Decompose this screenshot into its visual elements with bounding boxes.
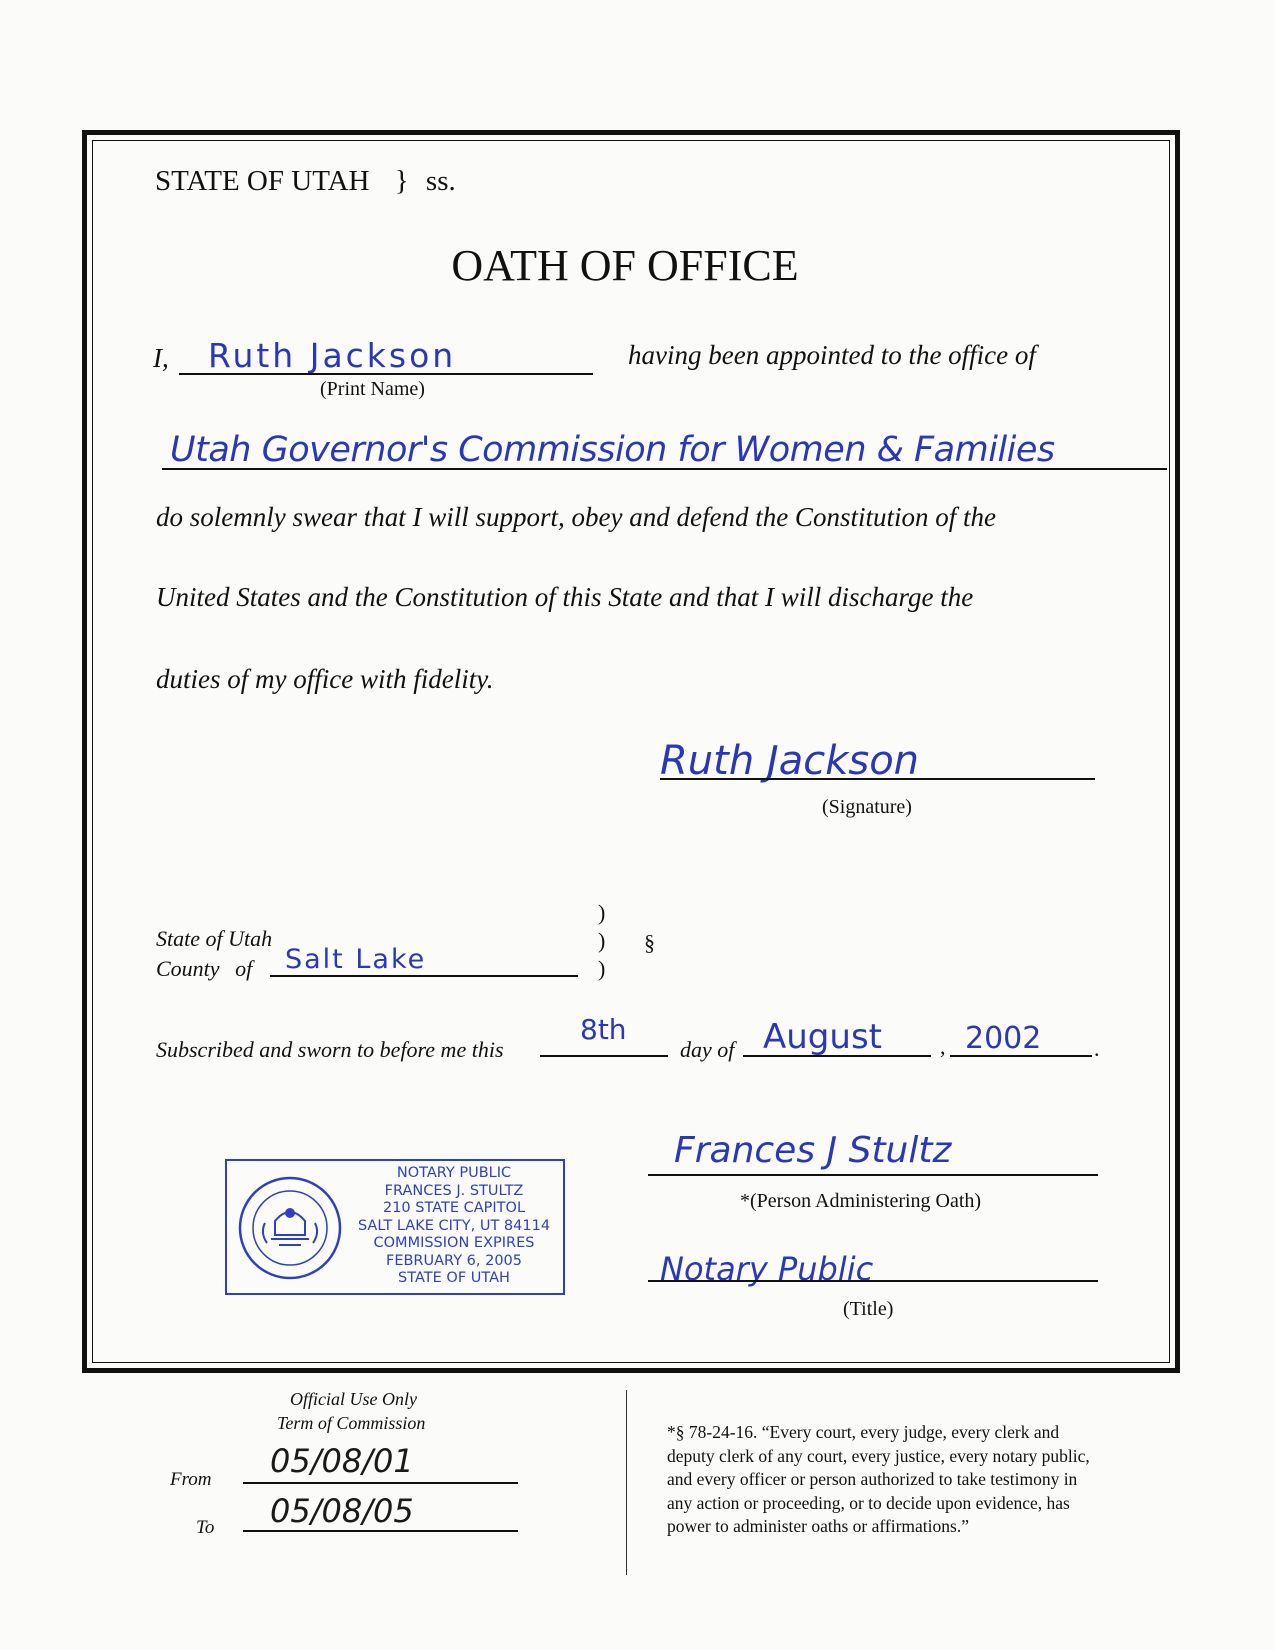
- office-value: Utah Governor's Commission for Women & Families: [170, 430, 1055, 470]
- term-from-label: From: [170, 1469, 212, 1490]
- sworn-month-line: [743, 1055, 931, 1057]
- statute-line: deputy clerk of any court, every justice, every notary public,: [667, 1445, 1090, 1466]
- section-divider: [626, 1390, 627, 1575]
- appointment-phrase: having been appointed to the office of: [628, 340, 1036, 370]
- venue-of-word: of: [235, 956, 253, 981]
- official-use-heading: Official Use Only: [290, 1389, 417, 1409]
- statute-line: any action or proceeding, or to decide upon evidence, has: [667, 1492, 1070, 1513]
- venue-section-symbol: §: [644, 930, 655, 955]
- sworn-day-of: day of: [680, 1037, 735, 1062]
- sworn-month-value: August: [763, 1017, 882, 1057]
- county-value: Salt Lake: [285, 944, 427, 975]
- venue-paren-1: ): [598, 900, 606, 925]
- administrator-caption: *(Person Administering Oath): [740, 1190, 982, 1212]
- notary-stamp-line: STATE OF UTAH: [398, 1270, 510, 1286]
- signature-line: [660, 778, 1095, 780]
- notary-stamp-text: [345, 1165, 563, 1288]
- statute-text: [667, 1421, 1090, 1539]
- term-to-line: [243, 1530, 518, 1532]
- term-from-line: [243, 1482, 518, 1484]
- venue-paren-2: ): [598, 928, 606, 953]
- notary-stamp: [225, 1159, 565, 1295]
- state-header-brace: }: [394, 165, 409, 197]
- oath-prefix: I,: [153, 343, 169, 373]
- printed-name-line: [179, 373, 593, 375]
- county-line: [270, 975, 578, 977]
- venue-county-label: [156, 956, 252, 982]
- oath-text-line-1: do solemnly swear that I will support, obey and defend the Constitution of the: [156, 502, 996, 532]
- sworn-label: Subscribed and sworn to before me this: [156, 1037, 504, 1062]
- sworn-comma: ,: [940, 1034, 946, 1059]
- administrator-signature-value: Frances J Stultz: [674, 1130, 952, 1171]
- official-use-subheading: Term of Commission: [277, 1413, 426, 1433]
- administrator-title-caption: (Title): [843, 1298, 894, 1320]
- venue-paren-3: ): [598, 956, 606, 981]
- state-header-ss: ss.: [425, 165, 456, 197]
- notary-stamp-line: COMMISSION EXPIRES: [373, 1235, 535, 1251]
- term-to-label: To: [196, 1517, 215, 1538]
- term-to-value: 05/08/05: [270, 1492, 414, 1530]
- notary-stamp-line: FEBRUARY 6, 2005: [385, 1252, 522, 1269]
- venue-state-label: State of Utah: [156, 926, 273, 951]
- office-line: [162, 468, 1167, 470]
- statute-line: power to administer oaths or affirmations.”: [667, 1516, 969, 1536]
- venue-county-word: County: [156, 956, 220, 981]
- state-header: [155, 165, 456, 198]
- sworn-day-line: [540, 1055, 668, 1057]
- oath-text-line-3: duties of my office with fidelity.: [156, 664, 494, 694]
- notary-stamp-line: 210 STATE CAPITOL: [382, 1200, 526, 1216]
- sworn-day-value: 8th: [580, 1013, 627, 1046]
- signature-caption: (Signature): [822, 796, 912, 818]
- administrator-title-value: Notary Public: [660, 1250, 874, 1288]
- state-seal-icon: [235, 1173, 345, 1283]
- statute-line: *§ 78-24-16. “Every court, every judge, every clerk and: [667, 1422, 1060, 1442]
- administrator-signature-line: [648, 1174, 1098, 1176]
- notary-stamp-line: FRANCES J. STULTZ: [384, 1182, 524, 1199]
- sworn-year-value: 2002: [965, 1021, 1042, 1056]
- notary-stamp-line: NOTARY PUBLIC: [396, 1165, 512, 1181]
- statute-line: and every officer or person authorized to take testimony in: [667, 1469, 1078, 1489]
- page-title: OATH OF OFFICE: [451, 241, 799, 290]
- state-header-label: STATE OF UTAH: [155, 165, 370, 197]
- sworn-period: .: [1094, 1036, 1100, 1061]
- printed-name-value: Ruth Jackson: [208, 336, 457, 375]
- administrator-title-line: [648, 1280, 1098, 1282]
- oath-text-line-2: United States and the Constitution of this State and that I will discharge the: [156, 582, 974, 612]
- notary-stamp-line: SALT LAKE CITY, UT 84114: [357, 1217, 551, 1234]
- signature-value: Ruth Jackson: [660, 738, 920, 784]
- printed-name-caption: (Print Name): [320, 378, 425, 400]
- sworn-year-line: [950, 1055, 1092, 1057]
- term-from-value: 05/08/01: [270, 1442, 414, 1480]
